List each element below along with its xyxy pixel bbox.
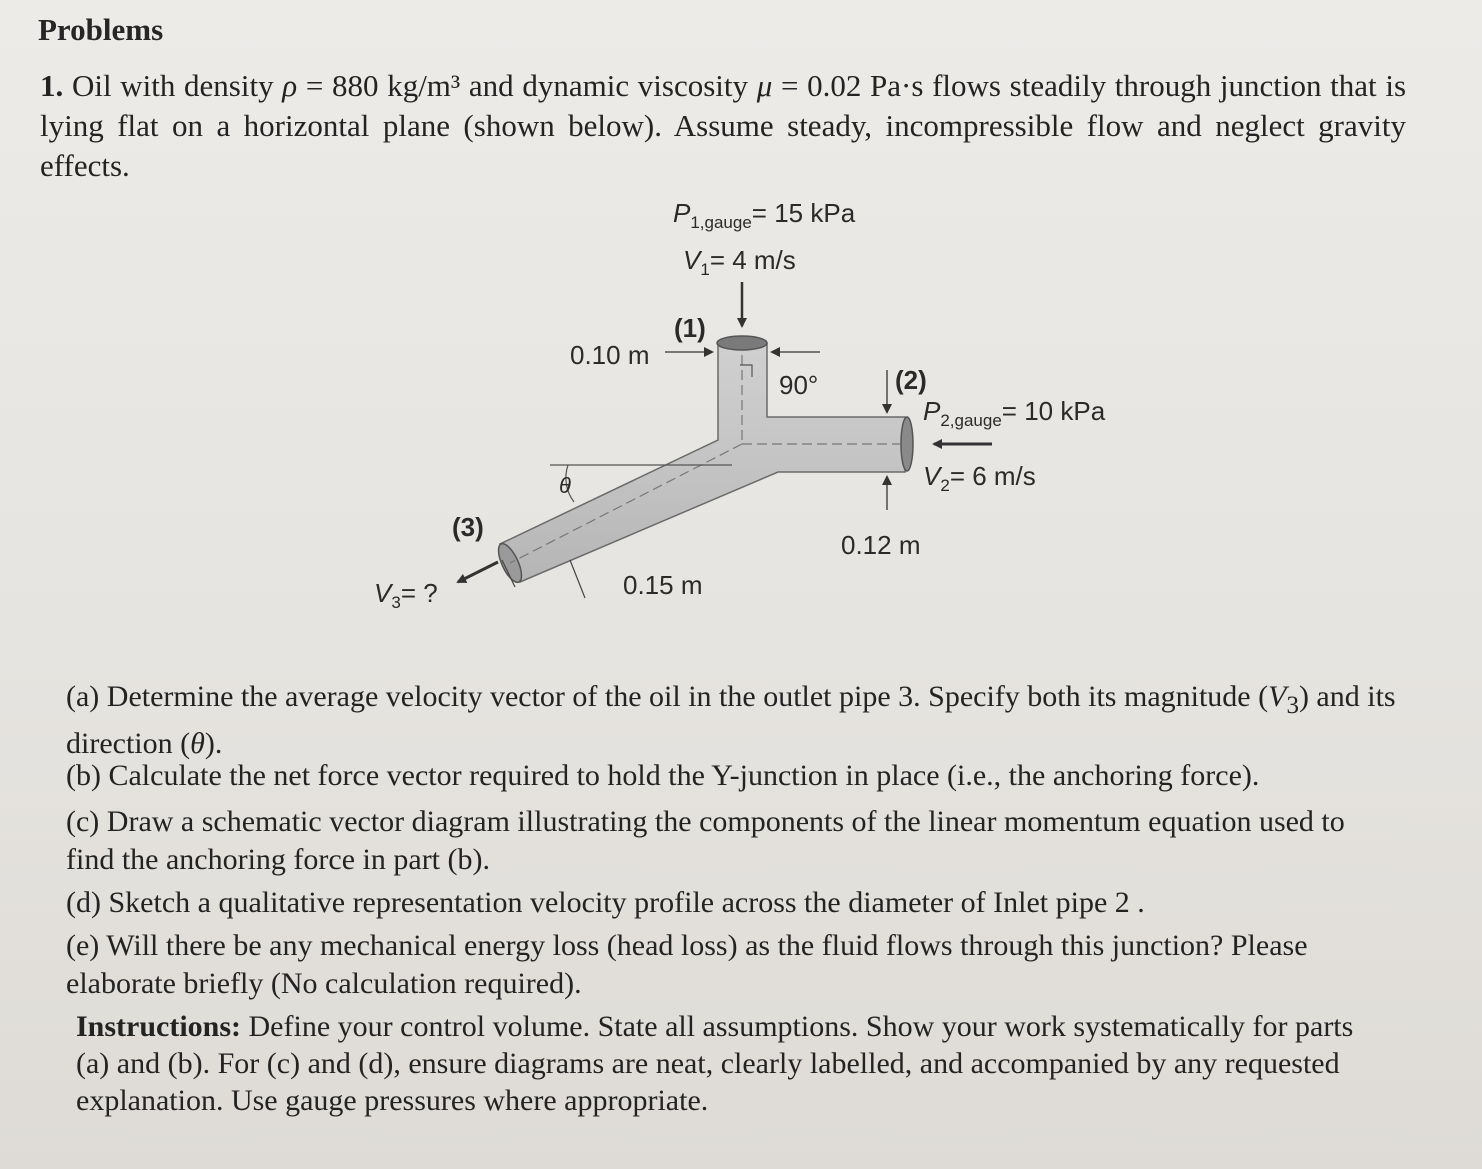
- inlet-1-opening: [717, 336, 767, 350]
- question-d: (d) Sketch a qualitative representation velocity profile across the diameter of Inlet pipe 2 .: [66, 886, 1145, 919]
- p2-label: $P_{2,gauge}= 10$ kPa: [923, 396, 1106, 431]
- diameter-3-label: 0.15 m: [623, 570, 703, 600]
- viscosity-value: = 0.02 Pa·s: [780, 68, 924, 103]
- instructions: [76, 1008, 1386, 1119]
- density-value: = 880 kg/m³: [305, 68, 461, 103]
- problem-number: 1.: [40, 68, 64, 103]
- instructions-text: Define your control volume. State all assumptions. Show your work systematically for parts (a) and (b). For (c) and (d), ensure diagrams are neat, clearly labelled, and accompanied by any requested explanation. Use gauge pressures where appropriate.: [76, 1010, 1354, 1117]
- section-3-label: (3): [452, 512, 484, 542]
- problems-heading: Problems: [38, 12, 164, 47]
- section-2-label: (2): [895, 365, 927, 395]
- theta-label: θ: [559, 473, 571, 498]
- v2-label: $V_2= 6$ m/s: [923, 461, 1036, 496]
- section-1-label: (1): [674, 313, 706, 343]
- mu-symbol: μ: [756, 68, 773, 103]
- p1-label: $P_{1,gauge}= 15$ kPa: [673, 198, 856, 233]
- rho-symbol: ρ: [282, 68, 298, 103]
- diameter-1-label: 0.10 m: [570, 340, 650, 370]
- v1-label: $V_1= 4$ m/s: [683, 245, 796, 280]
- question-e: (e) Will there be any mechanical energy loss (head loss) as the fluid flows through this junction? Please elaborate briefly (No calculation required).: [66, 929, 1308, 1000]
- question-a: (a) Determine the average velocity vector of the oil in the outlet pipe 3. Specify both its magnitude $(V_3)$ and its direction (θ).: [66, 680, 1396, 760]
- inlet-2-opening: [901, 417, 913, 471]
- v3-label: $V_3=$ ?: [374, 578, 438, 613]
- question-b: (b) Calculate the net force vector required to hold the Y-junction in place (i.e., the anchoring force).: [66, 759, 1260, 792]
- diameter-2-label: 0.12 m: [841, 530, 921, 560]
- right-angle-label: 90°: [779, 370, 819, 400]
- question-c: (c) Draw a schematic vector diagram illustrating the components of the linear momentum equation used to find the anchoring force in part (b).: [66, 805, 1345, 876]
- y-junction-figure: [360, 190, 1140, 620]
- problem-statement: 1. Oil with density ρ = 880 kg/m³ and dynamic viscosity μ = 0.02 Pa·s flows steadily through junction that is lying flat on a horizontal plane (shown below). Assume steady, incompressible flow and neglect gravity effects.: [40, 68, 1407, 183]
- instructions-label: Instructions:: [76, 1010, 242, 1043]
